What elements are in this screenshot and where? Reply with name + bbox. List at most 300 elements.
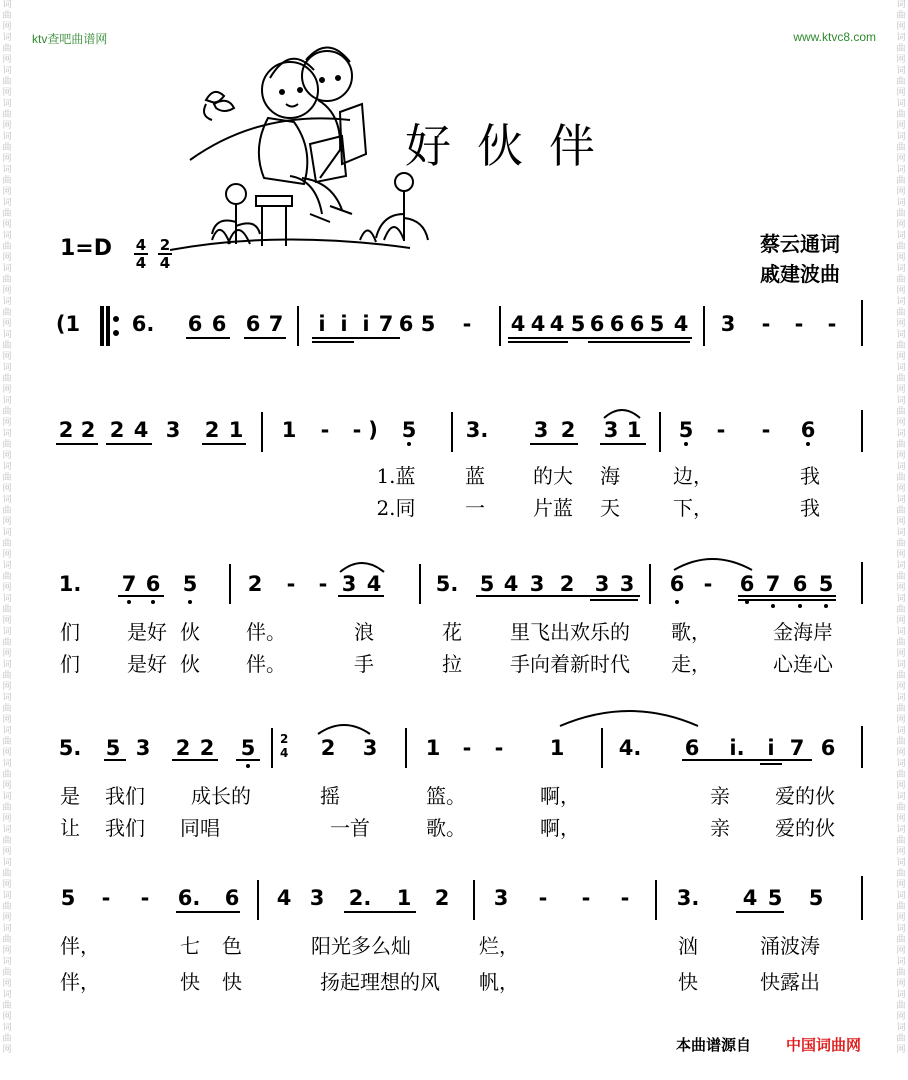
- lyric-verse-2: 是好: [127, 652, 167, 676]
- note: 1: [281, 418, 297, 442]
- note: -: [703, 572, 713, 596]
- edge-watermark-char: 网: [896, 616, 906, 626]
- lyric-verse-2: 心连心: [773, 652, 833, 676]
- edge-watermark-char: 曲: [2, 638, 12, 648]
- note: 3.: [465, 418, 489, 442]
- lyric-verse-2: 快: [678, 970, 698, 994]
- edge-watermark-char: 曲: [896, 77, 906, 87]
- edge-watermark-char: 网: [2, 748, 12, 758]
- note: 5: [808, 886, 824, 910]
- edge-watermark-char: 词: [2, 990, 12, 1000]
- composer-credit: 戚建波曲: [760, 262, 840, 286]
- edge-watermark-char: 网: [2, 220, 12, 230]
- edge-watermark-char: 网: [2, 88, 12, 98]
- site-watermark-right: www.ktvc8.com: [793, 30, 876, 44]
- edge-watermark-char: 曲: [2, 176, 12, 186]
- note: 4: [530, 312, 546, 336]
- note: 1: [626, 418, 642, 442]
- edge-watermark-char: 网: [896, 781, 906, 791]
- note: 2: [559, 572, 575, 596]
- edge-watermark-char: 词: [2, 297, 12, 307]
- edge-watermark-char: 曲: [2, 110, 12, 120]
- lyric-verse-1: 啊，: [540, 784, 580, 808]
- edge-watermark-char: 词: [896, 1023, 906, 1033]
- edge-watermark-char: 词: [896, 858, 906, 868]
- lyric-verse-2: 让: [60, 816, 80, 840]
- edge-watermark-char: 网: [2, 55, 12, 65]
- lyric-verse-1: 花: [442, 620, 462, 644]
- edge-watermark-char: 词: [2, 33, 12, 43]
- note: 3: [533, 418, 549, 442]
- source-label: 本曲谱源自: [676, 1036, 752, 1054]
- edge-watermark-char: 词: [896, 0, 906, 10]
- note: 4: [503, 572, 519, 596]
- note: -: [794, 312, 804, 336]
- edge-watermark-char: 曲: [896, 737, 906, 747]
- lyric-verse-1: 浪: [354, 620, 374, 644]
- note: 5: [678, 418, 694, 442]
- edge-watermark-char: 网: [896, 649, 906, 659]
- edge-watermark-char: 网: [2, 319, 12, 329]
- edge-watermark-char: 网: [2, 154, 12, 164]
- note: 6: [224, 886, 240, 910]
- lyric-verse-2: 天: [600, 496, 620, 520]
- edge-watermark-char: 词: [896, 396, 906, 406]
- note: 5: [570, 312, 586, 336]
- note: i: [767, 736, 775, 760]
- note: 5.: [58, 736, 82, 760]
- lyric-verse-2: 伴。: [246, 652, 286, 676]
- edge-watermark-char: 网: [2, 517, 12, 527]
- edge-watermark-char: 网: [896, 286, 906, 296]
- lyric-verse-2: 手: [354, 652, 374, 676]
- edge-watermark-char: 网: [2, 715, 12, 725]
- note: 3: [165, 418, 181, 442]
- edge-watermark-char: 词: [896, 528, 906, 538]
- note: 3: [493, 886, 509, 910]
- note: 4: [673, 312, 689, 336]
- note: 7: [765, 572, 781, 596]
- note: 6: [629, 312, 645, 336]
- note: 3: [603, 418, 619, 442]
- lyric-verse-2: 帆，: [479, 970, 519, 994]
- edge-watermark-char: 曲: [2, 143, 12, 153]
- edge-watermark-char: 词: [896, 429, 906, 439]
- lyric-verse-1: 海: [600, 464, 620, 488]
- edge-watermark-char: 网: [2, 814, 12, 824]
- lyric-verse-2: 扬起理想的风: [320, 970, 440, 994]
- lyric-verse-1: 伙: [180, 620, 200, 644]
- edge-watermark-char: 曲: [2, 1034, 12, 1044]
- edge-watermark-char: 词: [2, 1023, 12, 1033]
- lyric-verse-2: 手向着新时代: [510, 652, 630, 676]
- lyric-verse-1: 蓝: [465, 464, 485, 488]
- edge-watermark-char: 网: [2, 385, 12, 395]
- edge-watermark-char: 词: [2, 198, 12, 208]
- lyric-verse-1: 边，: [673, 464, 713, 488]
- edge-watermark-char: 网: [2, 352, 12, 362]
- note: 2: [247, 572, 263, 596]
- note: 1: [425, 736, 441, 760]
- note: (1: [55, 312, 81, 336]
- note: 3: [529, 572, 545, 596]
- note: -: [352, 418, 362, 442]
- edge-watermark-char: 曲: [2, 803, 12, 813]
- note: 5.: [435, 572, 459, 596]
- note: -: [462, 312, 472, 336]
- edge-watermark-char: 网: [896, 847, 906, 857]
- note: 6: [211, 312, 227, 336]
- edge-watermark-char: 网: [2, 946, 12, 956]
- svg-text:2: 2: [280, 732, 289, 746]
- edge-watermark-char: 曲: [2, 374, 12, 384]
- edge-watermark-char: 网: [896, 220, 906, 230]
- note: 5: [105, 736, 121, 760]
- lyric-verse-1: 们: [60, 620, 80, 644]
- note: 1: [228, 418, 244, 442]
- lyric-verse-2: 亲: [710, 816, 730, 840]
- edge-watermark-char: 曲: [896, 341, 906, 351]
- lyric-verse-2: 2.同: [376, 496, 416, 520]
- edge-watermark-char: 词: [2, 693, 12, 703]
- edge-watermark-char: 词: [2, 726, 12, 736]
- lyric-verse-2: 伴，: [60, 970, 100, 994]
- note: 2: [109, 418, 125, 442]
- note: i.: [729, 736, 745, 760]
- lyric-verse-1: 我: [800, 464, 820, 488]
- edge-watermark-char: 网: [896, 880, 906, 890]
- edge-watermark-char: 曲: [896, 935, 906, 945]
- edge-watermark-char: 曲: [2, 77, 12, 87]
- note: i: [362, 312, 370, 336]
- edge-watermark-char: 网: [2, 418, 12, 428]
- edge-watermark-char: 曲: [896, 671, 906, 681]
- edge-watermark-char: 词: [896, 990, 906, 1000]
- note: 6: [398, 312, 414, 336]
- note: 6.: [177, 886, 201, 910]
- lyric-verse-1: 成长的: [191, 784, 251, 808]
- edge-watermark-char: 网: [2, 22, 12, 32]
- edge-watermark-char: 曲: [896, 506, 906, 516]
- edge-watermark-char: 曲: [2, 968, 12, 978]
- edge-watermark-char: 曲: [896, 275, 906, 285]
- edge-watermark-char: 网: [896, 484, 906, 494]
- note: 6.: [131, 312, 155, 336]
- edge-watermark-char: 曲: [2, 572, 12, 582]
- note: 4: [549, 312, 565, 336]
- edge-watermark-char: 网: [896, 385, 906, 395]
- lyric-verse-2: 一: [465, 496, 485, 520]
- note: 6: [669, 572, 685, 596]
- edge-watermark-char: 曲: [2, 605, 12, 615]
- note: 4: [276, 886, 292, 910]
- note: -: [827, 312, 837, 336]
- edge-watermark-char: 网: [2, 913, 12, 923]
- edge-watermark-char: 曲: [896, 836, 906, 846]
- note: 5: [60, 886, 76, 910]
- note: 5: [401, 418, 417, 442]
- edge-watermark-char: 词: [896, 957, 906, 967]
- lyric-verse-2: 下，: [673, 496, 713, 520]
- note: 6: [739, 572, 755, 596]
- edge-watermark-char: 词: [2, 0, 12, 10]
- edge-watermark-char: 网: [896, 319, 906, 329]
- edge-watermark-char: 网: [2, 187, 12, 197]
- lyric-verse-1: 摇: [320, 784, 340, 808]
- lyric-verse-2: 走，: [671, 652, 711, 676]
- time-signature-4-4: 4 4: [135, 236, 147, 272]
- edge-watermark-char: 曲: [896, 407, 906, 417]
- edge-watermark-char: 曲: [896, 869, 906, 879]
- lyric-verse-2: 同唱: [180, 816, 220, 840]
- edge-watermark-char: 词: [2, 924, 12, 934]
- note: 5: [818, 572, 834, 596]
- lyric-verse-1: 歌，: [671, 620, 711, 644]
- note: -: [140, 886, 150, 910]
- note: 3: [594, 572, 610, 596]
- note: 5: [420, 312, 436, 336]
- edge-watermark-char: 曲: [896, 704, 906, 714]
- svg-text:4: 4: [280, 746, 289, 760]
- note: 5: [240, 736, 256, 760]
- note: 7: [789, 736, 805, 760]
- edge-watermark-char: 曲: [2, 671, 12, 681]
- note: 6: [800, 418, 816, 442]
- note: 3: [135, 736, 151, 760]
- note: 3: [362, 736, 378, 760]
- edge-watermark-char: 网: [896, 814, 906, 824]
- edge-watermark-char: 词: [2, 66, 12, 76]
- edge-watermark-char: 网: [896, 451, 906, 461]
- lyric-verse-1: 涌波涛: [760, 934, 820, 958]
- note: 6: [792, 572, 808, 596]
- edge-watermark-char: 词: [896, 693, 906, 703]
- edge-watermark-char: 词: [2, 99, 12, 109]
- note: 6: [145, 572, 161, 596]
- edge-watermark-char: 词: [896, 99, 906, 109]
- edge-watermark-char: 曲: [896, 572, 906, 582]
- edge-watermark-char: 网: [896, 352, 906, 362]
- edge-watermark-char: 网: [896, 979, 906, 989]
- edge-watermark-char: 曲: [2, 440, 12, 450]
- edge-watermark-char: 曲: [2, 506, 12, 516]
- edge-watermark-char: 网: [2, 451, 12, 461]
- edge-watermark-char: 网: [2, 1045, 12, 1055]
- edge-watermark-char: 曲: [896, 1001, 906, 1011]
- note: -: [761, 312, 771, 336]
- lyric-verse-1: 亲: [710, 784, 730, 808]
- edge-watermark-char: 词: [896, 462, 906, 472]
- note: 3: [309, 886, 325, 910]
- edge-watermark-char: 词: [2, 660, 12, 670]
- edge-watermark-char: 词: [2, 132, 12, 142]
- note: 2: [320, 736, 336, 760]
- edge-watermark-char: 曲: [896, 44, 906, 54]
- edge-watermark-char: 网: [896, 22, 906, 32]
- edge-watermark-char: 词: [2, 462, 12, 472]
- edge-watermark-char: 曲: [2, 407, 12, 417]
- note: 3: [341, 572, 357, 596]
- lyric-verse-2: 片蓝: [533, 496, 573, 520]
- note: -: [494, 736, 504, 760]
- lyric-verse-2: 一首: [330, 816, 370, 840]
- note: -: [538, 886, 548, 910]
- edge-watermark-char: 曲: [896, 605, 906, 615]
- edge-watermark-char: 曲: [896, 803, 906, 813]
- edge-watermark-char: 曲: [2, 704, 12, 714]
- lyric-verse-1: 的大: [533, 464, 573, 488]
- lyric-verse-1: 烂，: [479, 934, 519, 958]
- note: 3.: [676, 886, 700, 910]
- source-site-link[interactable]: 中国词曲网: [786, 1036, 862, 1054]
- lyric-verse-2: 我: [800, 496, 820, 520]
- edge-watermark-char: 曲: [2, 11, 12, 21]
- note: 7: [378, 312, 394, 336]
- edge-watermark-char: 词: [896, 627, 906, 637]
- edge-watermark-char: 词: [2, 495, 12, 505]
- note: 7: [268, 312, 284, 336]
- note: 6: [609, 312, 625, 336]
- edge-watermark-char: 网: [2, 781, 12, 791]
- note: 6: [187, 312, 203, 336]
- note: 4: [366, 572, 382, 596]
- edge-watermark-char: 词: [896, 231, 906, 241]
- edge-watermark-char: 词: [2, 594, 12, 604]
- note: 6: [589, 312, 605, 336]
- note: -: [318, 572, 328, 596]
- edge-watermark-char: 网: [2, 979, 12, 989]
- edge-watermark-char: 词: [2, 264, 12, 274]
- note: -: [761, 418, 771, 442]
- edge-watermark-char: 曲: [2, 539, 12, 549]
- note: 5: [767, 886, 783, 910]
- edge-watermark-char: 曲: [2, 770, 12, 780]
- edge-watermark-char: 网: [896, 88, 906, 98]
- note: 4.: [618, 736, 642, 760]
- lyric-verse-1: 里飞出欢乐的: [510, 620, 630, 644]
- note: 3: [720, 312, 736, 336]
- edge-watermark-char: 曲: [896, 374, 906, 384]
- edge-watermark-char: 词: [896, 660, 906, 670]
- edge-watermark-char: 网: [896, 418, 906, 428]
- edge-watermark-char: 曲: [2, 473, 12, 483]
- edge-watermark-char: 词: [896, 924, 906, 934]
- lyric-verse-2: 快: [222, 970, 242, 994]
- edge-watermark-char: 网: [896, 550, 906, 560]
- edge-watermark-char: 词: [896, 561, 906, 571]
- lyric-verse-1: 汹: [678, 934, 698, 958]
- edge-watermark-char: 曲: [2, 737, 12, 747]
- edge-watermark-char: 网: [896, 946, 906, 956]
- edge-watermark-char: 词: [896, 66, 906, 76]
- note: 2.: [348, 886, 372, 910]
- edge-watermark-char: 网: [896, 121, 906, 131]
- edge-watermark-char: 网: [896, 913, 906, 923]
- note: -: [581, 886, 591, 910]
- lyric-verse-2: 们: [60, 652, 80, 676]
- lyric-verse-1: 是: [60, 784, 80, 808]
- lyricist-credit: 蔡云通词: [760, 232, 840, 256]
- lyric-verse-1: 伴。: [246, 620, 286, 644]
- note: 2: [199, 736, 215, 760]
- edge-watermark-char: 曲: [896, 440, 906, 450]
- edge-watermark-char: 曲: [896, 176, 906, 186]
- edge-watermark-char: 词: [896, 792, 906, 802]
- note: 2: [560, 418, 576, 442]
- edge-watermark-char: 曲: [2, 209, 12, 219]
- note: 2: [204, 418, 220, 442]
- edge-watermark-char: 网: [896, 682, 906, 692]
- edge-watermark-char: 曲: [896, 209, 906, 219]
- edge-watermark-char: 曲: [896, 143, 906, 153]
- edge-watermark-char: 曲: [2, 1001, 12, 1011]
- edge-watermark-char: 词: [2, 165, 12, 175]
- lyric-verse-1: 伴，: [60, 934, 100, 958]
- edge-watermark-char: 网: [896, 1045, 906, 1055]
- edge-watermark-char: 曲: [896, 110, 906, 120]
- edge-watermark-char: 词: [2, 528, 12, 538]
- edge-watermark-char: 网: [2, 616, 12, 626]
- note: 2: [58, 418, 74, 442]
- lyric-verse-1: 色: [222, 934, 242, 958]
- note: 2: [175, 736, 191, 760]
- edge-watermark-char: 词: [2, 429, 12, 439]
- note: 1.: [58, 572, 82, 596]
- lyric-verse-2: 快: [180, 970, 200, 994]
- note: 6: [245, 312, 261, 336]
- note: 4: [133, 418, 149, 442]
- edge-watermark-char: 网: [2, 121, 12, 131]
- edge-watermark-char: 曲: [2, 275, 12, 285]
- edge-watermark-char: 网: [896, 253, 906, 263]
- note: -: [101, 886, 111, 910]
- edge-watermark-char: 词: [896, 363, 906, 373]
- note: 2: [434, 886, 450, 910]
- edge-watermark-char: 网: [2, 583, 12, 593]
- note: 4: [510, 312, 526, 336]
- edge-watermark-char: 网: [896, 187, 906, 197]
- lyric-verse-2: 快露出: [760, 970, 820, 994]
- lyric-verse-1: 阳光多么灿: [311, 934, 411, 958]
- edge-watermark-char: 网: [896, 748, 906, 758]
- edge-watermark-char: 词: [896, 132, 906, 142]
- edge-watermark-char: 网: [2, 847, 12, 857]
- edge-watermark-char: 网: [2, 649, 12, 659]
- edge-watermark-char: 曲: [896, 770, 906, 780]
- note: 1: [396, 886, 412, 910]
- lyric-verse-2: 伙: [180, 652, 200, 676]
- edge-watermark-char: 词: [2, 858, 12, 868]
- edge-watermark-char: 网: [896, 1012, 906, 1022]
- edge-watermark-char: 词: [896, 33, 906, 43]
- edge-watermark-char: 曲: [896, 308, 906, 318]
- edge-watermark-char: 网: [2, 253, 12, 263]
- edge-watermark-char: 网: [2, 484, 12, 494]
- note: 5: [182, 572, 198, 596]
- edge-watermark-char: 词: [896, 165, 906, 175]
- edge-watermark-char: 网: [896, 55, 906, 65]
- edge-watermark-char: 词: [2, 561, 12, 571]
- edge-watermark-char: 词: [896, 297, 906, 307]
- edge-watermark-char: 词: [2, 330, 12, 340]
- key-signature: 1=D: [60, 236, 113, 261]
- lyric-verse-1: 金海岸: [773, 620, 833, 644]
- edge-watermark-char: 网: [2, 550, 12, 560]
- edge-watermark-char: 词: [2, 231, 12, 241]
- note: ): [368, 418, 378, 442]
- edge-watermark-char: 网: [896, 583, 906, 593]
- edge-watermark-char: 词: [2, 627, 12, 637]
